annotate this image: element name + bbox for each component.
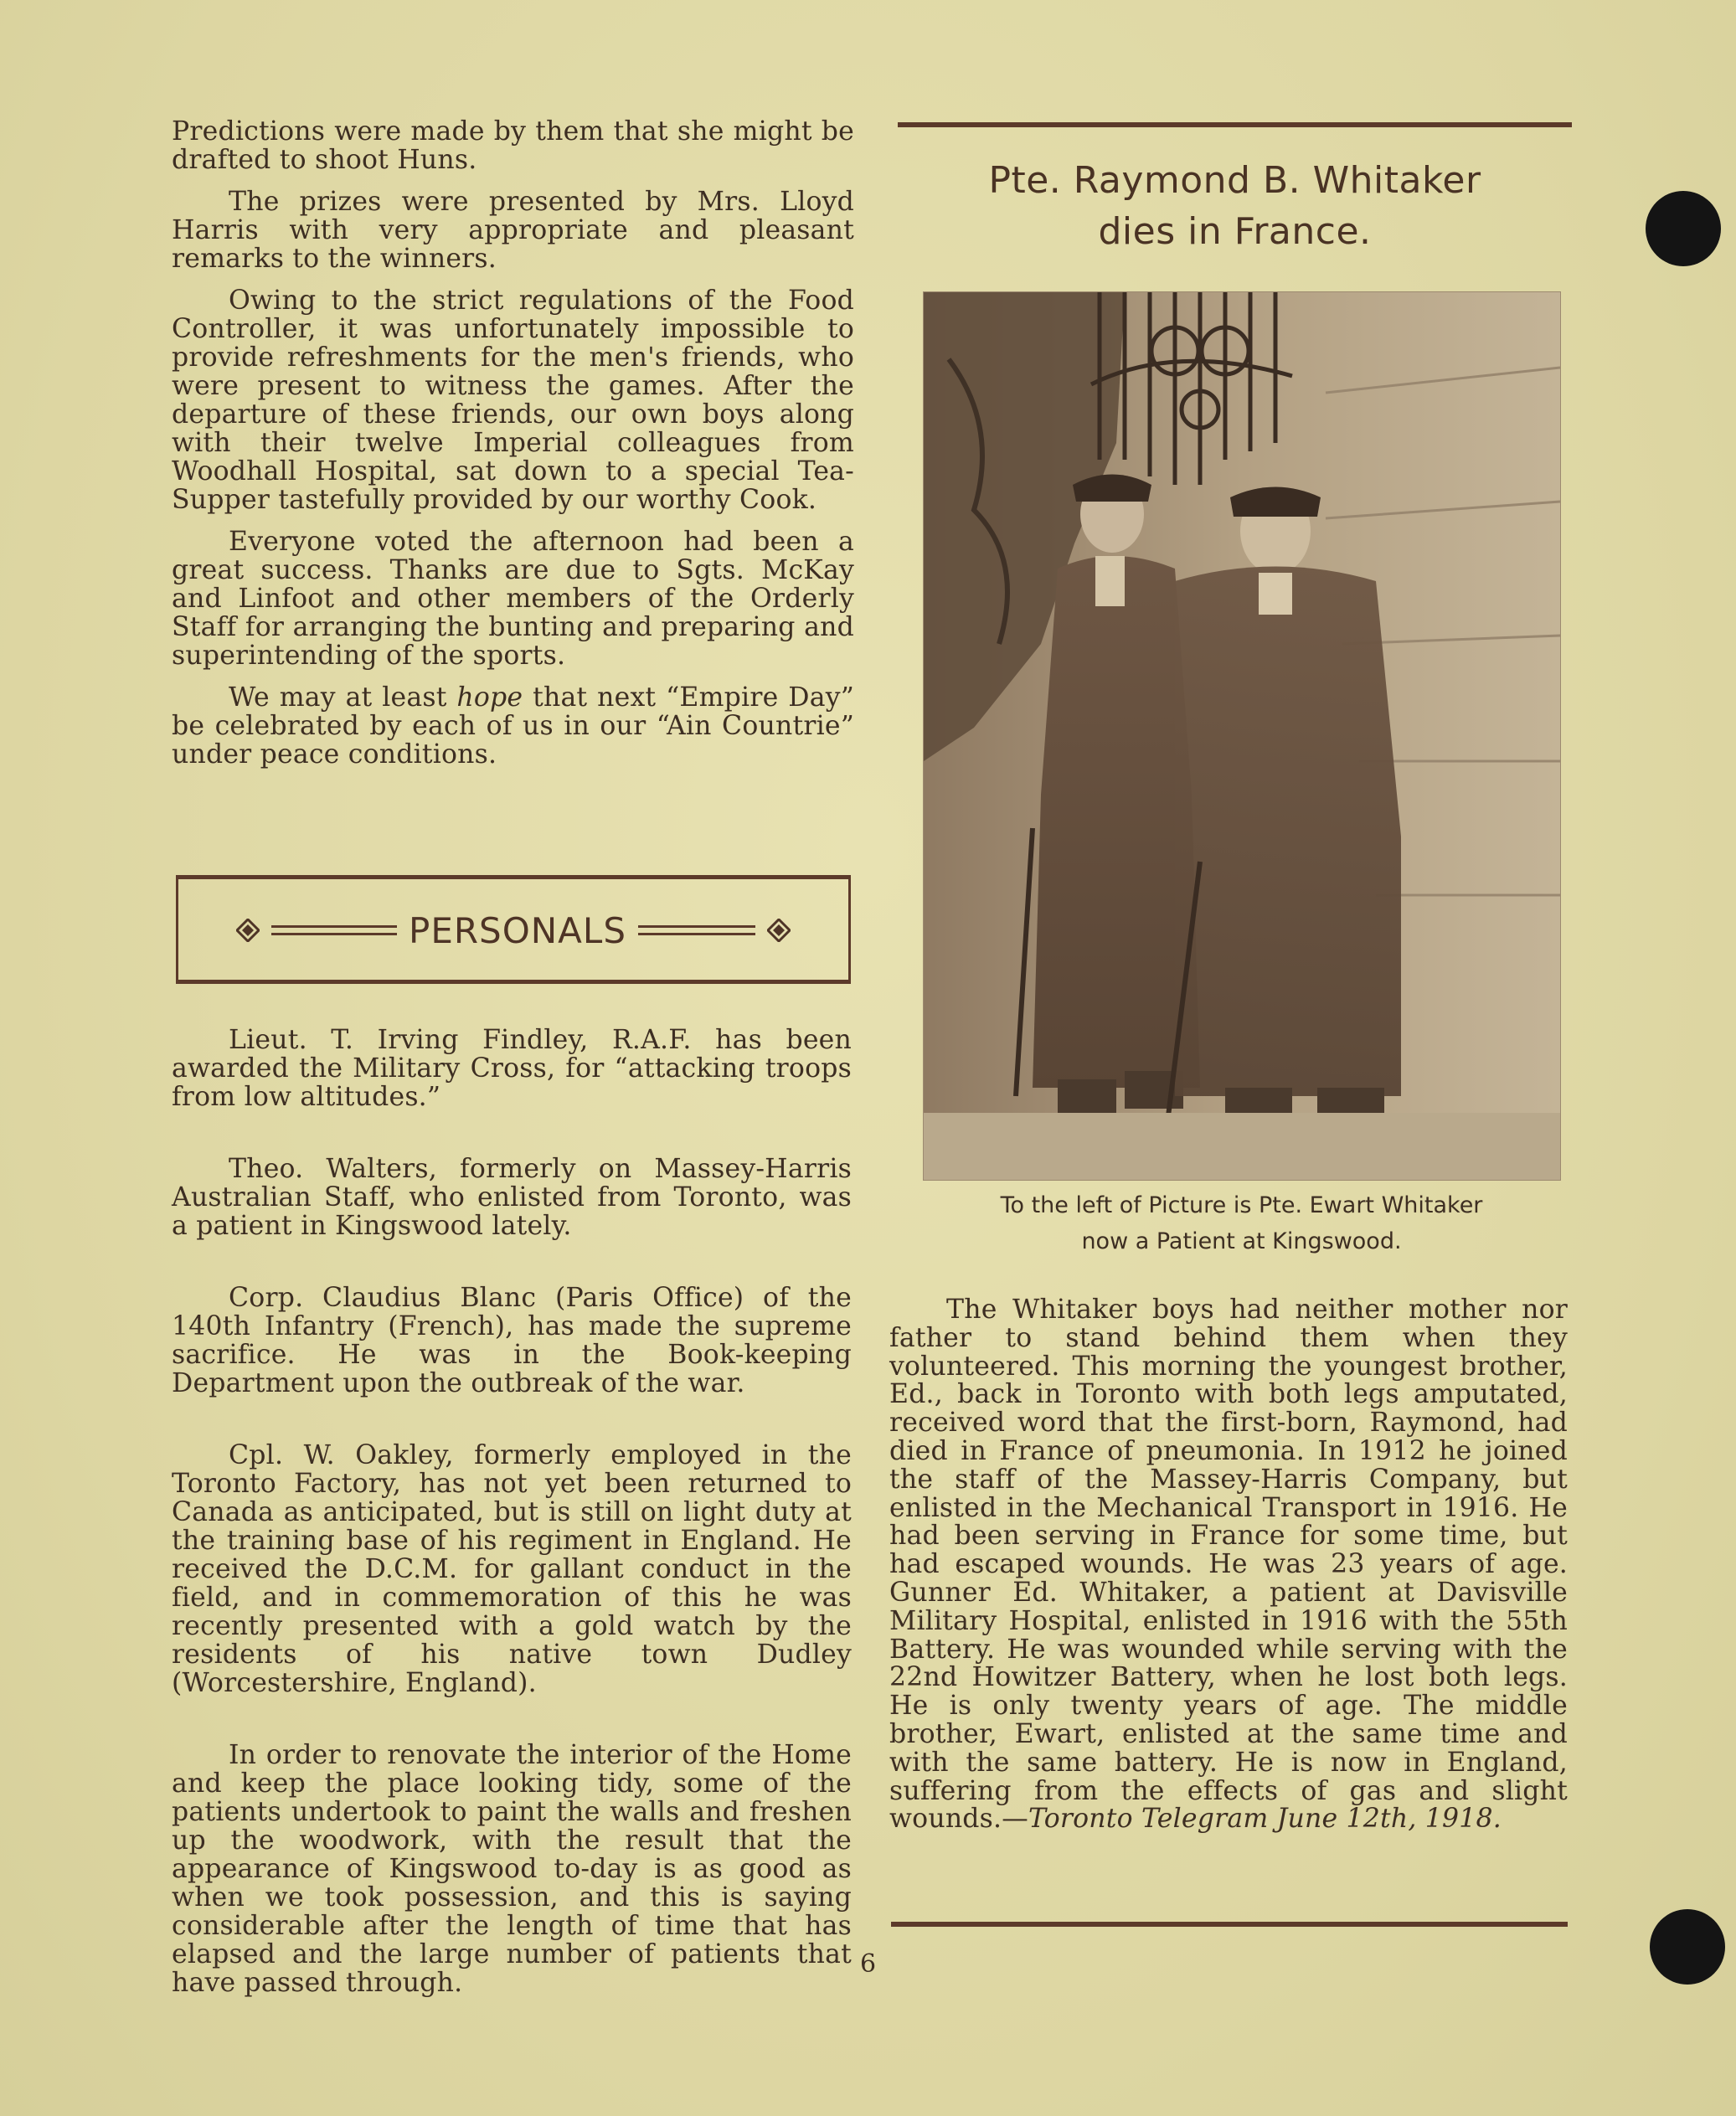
double-rule <box>638 925 755 935</box>
rule <box>891 1922 1568 1927</box>
paragraph: The prizes were presented by Mrs. Lloyd Harris with very appropriate and pleasant remarks to the winners. <box>172 187 854 274</box>
article-title-line: Pte. Raymond B. Whitaker <box>988 159 1481 202</box>
punch-hole <box>1646 191 1721 266</box>
text: We may at least <box>229 682 457 713</box>
photograph <box>923 291 1561 1181</box>
photograph-soldiers-image <box>924 292 1560 1180</box>
rule <box>176 980 851 984</box>
personal-item: Cpl. W. Oakley, formerly employed in the Toronto Factory, has not yet been returned to Canada as anticipated, but is still on light duty at the training base of his regiment in England. He received the D.C.M. for gallant conduct in the field, and in commemoration of this he was recently presented with a gold watch by the residents of his native town Dudley (Worcestershire, England). <box>172 1440 852 1698</box>
diamond-ornament-icon <box>767 919 791 942</box>
section-title: PERSONALS <box>409 909 626 951</box>
rule <box>898 122 1572 127</box>
personal-item: Corp. Claudius Blanc (Paris Office) of the 140th Infantry (French), has made the supreme sacrifice. He was in the Book-keeping Department upon the outbreak of the war. <box>172 1283 852 1398</box>
personals-column <box>172 1026 852 1997</box>
source-citation: Toronto Telegram June 12th, 1918. <box>1028 1804 1502 1835</box>
paragraph: Predictions were made by them that she might be drafted to shoot Huns. <box>172 116 854 175</box>
personal-item: Lieut. T. Irving Findley, R.A.F. has been awarded the Military Cross, for “attacking troops from low altitudes.” <box>172 1025 852 1112</box>
diamond-ornament-icon <box>236 919 260 942</box>
rule <box>176 875 851 879</box>
article-paragraph <box>889 1296 1568 1834</box>
caption-line: To the left of Picture is Pte. Ewart Whitaker <box>1000 1192 1483 1218</box>
article-title <box>898 155 1572 257</box>
caption-line: now a Patient at Kingswood. <box>1081 1228 1402 1254</box>
paragraph: Owing to the strict regulations of the Food Controller, it was unfortunately impossible to provide refreshments for the men's friends, who were present to witness the games. After the departure of these friends, our own boys along with their twelve Imperial colleagues from Woodhall Hospital, sat down to a special Tea-Supper tastefully provided by our worthy Cook. <box>172 286 854 515</box>
personal-item: In order to renovate the interior of the Home and keep the place looking tidy, some of the patients undertook to paint the walls and freshen up the woodwork, with the result that the appearance of Kingswood to-day is as good as when we took possession, and this is saying considerable after the length of time that has elapsed and the large number of patients that have passed through. <box>172 1740 852 1998</box>
photo-caption <box>913 1187 1570 1259</box>
text: The Whitaker boys had neither mother nor father to stand behind them when they volunteered. This morning the youngest brother, Ed., back in Toronto with both legs amputated, received word that the first-born, Raymond, had died in France of pneumonia. In 1912 he joined the staff of the Massey-Harris Company, but enlisted in the Mechanical Transport in 1916. He had been serving in France for some time, but had escaped wounds. He was 23 years of age. Gunner Ed. Whitaker, a patient at Davisville Military Hospital, enlisted in 1916 with the 55th Battery. He was wounded while serving with the 22nd Howitzer Battery, when he lost both legs. He is only twenty years of age. The middle brother, Ewart, enlisted at the same time and with the same battery. He is now in England, suffering from the effects of gas and slight wounds.— <box>889 1295 1568 1835</box>
paragraph-empire-day <box>172 683 854 769</box>
left-column <box>172 117 854 769</box>
article-title-line: dies in France. <box>1098 210 1372 253</box>
emphasis: hope <box>456 682 523 713</box>
article-body <box>889 1296 1568 1834</box>
page-number: 6 <box>859 1949 877 1979</box>
personals-heading <box>176 907 851 954</box>
punch-hole <box>1650 1909 1725 1985</box>
text: that next “Empire Day” be celebrated by each of us in our “Ain Countrie” under peace conditions. <box>172 682 854 770</box>
paragraph: Everyone voted the afternoon had been a great success. Thanks are due to Sgts. McKay and Linfoot and other members of the Orderly Staff for arranging the bunting and preparing and superintending of the sports. <box>172 527 854 671</box>
double-rule <box>271 925 397 935</box>
personal-item: Theo. Walters, formerly on Massey-Harris Australian Staff, who enlisted from Toronto, was a patient in Kingswood lately. <box>172 1154 852 1241</box>
personals-heading-box <box>176 875 851 984</box>
